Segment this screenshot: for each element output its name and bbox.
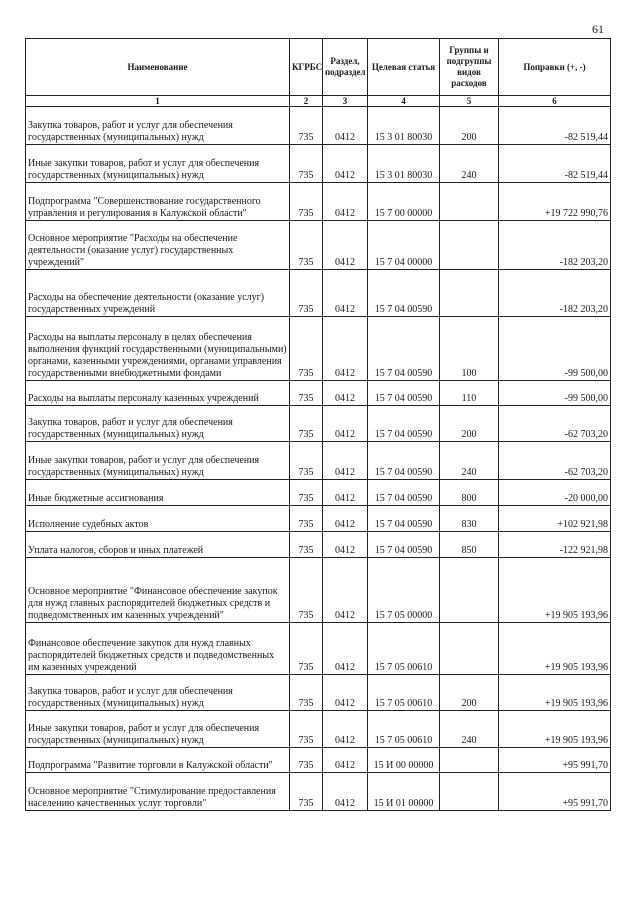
row-group bbox=[440, 748, 499, 773]
table-row bbox=[26, 558, 611, 623]
header-kgrbs: КГРБС bbox=[290, 39, 323, 96]
row-kgrbs: 735 bbox=[290, 558, 323, 623]
row-razdel: 0412 bbox=[323, 748, 368, 773]
column-number: 1 bbox=[26, 96, 290, 107]
row-amount: +19 905 193,96 bbox=[499, 558, 611, 623]
row-group: 240 bbox=[440, 442, 499, 480]
row-kgrbs: 735 bbox=[290, 107, 323, 145]
row-amount: -99 500,00 bbox=[499, 317, 611, 381]
column-number: 5 bbox=[440, 96, 499, 107]
row-kgrbs: 735 bbox=[290, 381, 323, 406]
row-group: 200 bbox=[440, 675, 499, 711]
table-body bbox=[26, 107, 611, 811]
column-number: 2 bbox=[290, 96, 323, 107]
row-target: 15 7 04 00590 bbox=[368, 442, 440, 480]
row-name: Иные закупки товаров, работ и услуг для обеспечения государственных (муниципальных) нужд bbox=[26, 442, 290, 480]
table-row bbox=[26, 711, 611, 748]
row-target: 15 7 04 00590 bbox=[368, 506, 440, 532]
row-amount: -99 500,00 bbox=[499, 381, 611, 406]
row-amount: -182 203,20 bbox=[499, 221, 611, 270]
row-kgrbs: 735 bbox=[290, 675, 323, 711]
row-amount: -20 000,00 bbox=[499, 480, 611, 506]
table-row bbox=[26, 183, 611, 221]
row-target: 15 7 00 00000 bbox=[368, 183, 440, 221]
row-name: Закупка товаров, работ и услуг для обеспечения государственных (муниципальных) нужд bbox=[26, 406, 290, 442]
table-row bbox=[26, 506, 611, 532]
column-number: 4 bbox=[368, 96, 440, 107]
row-kgrbs: 735 bbox=[290, 480, 323, 506]
row-group bbox=[440, 221, 499, 270]
row-target: 15 7 05 00000 bbox=[368, 558, 440, 623]
row-amount: -82 519,44 bbox=[499, 145, 611, 183]
table-row bbox=[26, 381, 611, 406]
row-target: 15 7 05 00610 bbox=[368, 675, 440, 711]
column-number: 3 bbox=[323, 96, 368, 107]
row-amount: +19 905 193,96 bbox=[499, 623, 611, 675]
row-target: 15 3 01 80030 bbox=[368, 107, 440, 145]
row-name: Иные бюджетные ассигнования bbox=[26, 480, 290, 506]
row-name: Расходы на выплаты персоналу казенных учреждений bbox=[26, 381, 290, 406]
row-target: 15 7 04 00000 bbox=[368, 221, 440, 270]
row-kgrbs: 735 bbox=[290, 748, 323, 773]
row-razdel: 0412 bbox=[323, 480, 368, 506]
column-numbers-row bbox=[26, 96, 611, 107]
row-amount: -82 519,44 bbox=[499, 107, 611, 145]
row-name: Основное мероприятие "Финансовое обеспечение закупок для нужд главных распорядителей бюджетных средств и подведомственных им казенных учреждений" bbox=[26, 558, 290, 623]
row-target: 15 7 04 00590 bbox=[368, 406, 440, 442]
row-name: Основное мероприятие "Стимулирование предоставления населению качественных услуг торговли" bbox=[26, 773, 290, 811]
row-name: Финансовое обеспечение закупок для нужд главных распорядителей бюджетных средств и подведомственных им казенных учреждений bbox=[26, 623, 290, 675]
table-row bbox=[26, 480, 611, 506]
row-group: 850 bbox=[440, 532, 499, 558]
row-amount: +95 991,70 bbox=[499, 773, 611, 811]
row-group: 100 bbox=[440, 317, 499, 381]
row-amount: +95 991,70 bbox=[499, 748, 611, 773]
row-target: 15 3 01 80030 bbox=[368, 145, 440, 183]
row-name: Уплата налогов, сборов и иных платежей bbox=[26, 532, 290, 558]
row-name: Основное мероприятие "Расходы на обеспечение деятельности (оказание услуг) государственных учреждений" bbox=[26, 221, 290, 270]
row-kgrbs: 735 bbox=[290, 183, 323, 221]
row-kgrbs: 735 bbox=[290, 532, 323, 558]
row-razdel: 0412 bbox=[323, 145, 368, 183]
table-row bbox=[26, 532, 611, 558]
row-razdel: 0412 bbox=[323, 107, 368, 145]
row-kgrbs: 735 bbox=[290, 270, 323, 317]
row-amount: -62 703,20 bbox=[499, 406, 611, 442]
row-target: 15 И 01 00000 bbox=[368, 773, 440, 811]
row-amount: -122 921,98 bbox=[499, 532, 611, 558]
row-name: Расходы на выплаты персоналу в целях обеспечения выполнения функций государственными (муниципальными) органами, казенными учреждениями, органами управления государственными внебюджетными фондами bbox=[26, 317, 290, 381]
row-razdel: 0412 bbox=[323, 381, 368, 406]
row-name: Закупка товаров, работ и услуг для обеспечения государственных (муниципальных) нужд bbox=[26, 675, 290, 711]
row-kgrbs: 735 bbox=[290, 406, 323, 442]
row-target: 15 И 00 00000 bbox=[368, 748, 440, 773]
header-razdel: Раздел, подраздел bbox=[323, 39, 368, 96]
row-target: 15 7 04 00590 bbox=[368, 532, 440, 558]
table-row bbox=[26, 221, 611, 270]
row-kgrbs: 735 bbox=[290, 773, 323, 811]
table-row bbox=[26, 773, 611, 811]
row-razdel: 0412 bbox=[323, 623, 368, 675]
row-name: Закупка товаров, работ и услуг для обеспечения государственных (муниципальных) нужд bbox=[26, 107, 290, 145]
table-row bbox=[26, 317, 611, 381]
row-amount: -182 203,20 bbox=[499, 270, 611, 317]
row-razdel: 0412 bbox=[323, 532, 368, 558]
row-target: 15 7 04 00590 bbox=[368, 480, 440, 506]
row-group bbox=[440, 623, 499, 675]
row-group: 800 bbox=[440, 480, 499, 506]
row-group bbox=[440, 558, 499, 623]
row-group bbox=[440, 773, 499, 811]
page-number: 61 bbox=[592, 22, 604, 36]
table-row bbox=[26, 145, 611, 183]
table-header bbox=[26, 39, 611, 107]
row-razdel: 0412 bbox=[323, 270, 368, 317]
header-target: Целевая статья bbox=[368, 39, 440, 96]
row-name: Иные закупки товаров, работ и услуг для обеспечения государственных (муниципальных) нужд bbox=[26, 145, 290, 183]
row-razdel: 0412 bbox=[323, 558, 368, 623]
row-razdel: 0412 bbox=[323, 221, 368, 270]
row-razdel: 0412 bbox=[323, 773, 368, 811]
table-row bbox=[26, 748, 611, 773]
row-name: Исполнение судебных актов bbox=[26, 506, 290, 532]
row-group: 240 bbox=[440, 711, 499, 748]
row-target: 15 7 04 00590 bbox=[368, 270, 440, 317]
header-amendments: Поправки (+, -) bbox=[499, 39, 611, 96]
row-group: 200 bbox=[440, 107, 499, 145]
row-amount: +19 905 193,96 bbox=[499, 675, 611, 711]
table-row bbox=[26, 406, 611, 442]
table-row bbox=[26, 107, 611, 145]
row-amount: -62 703,20 bbox=[499, 442, 611, 480]
row-kgrbs: 735 bbox=[290, 623, 323, 675]
row-target: 15 7 05 00610 bbox=[368, 623, 440, 675]
row-razdel: 0412 bbox=[323, 406, 368, 442]
row-group bbox=[440, 270, 499, 317]
header-groups: Группы и подгруппы видов расходов bbox=[440, 39, 499, 96]
row-group: 240 bbox=[440, 145, 499, 183]
row-group: 200 bbox=[440, 406, 499, 442]
column-number: 6 bbox=[499, 96, 611, 107]
row-razdel: 0412 bbox=[323, 183, 368, 221]
row-name: Иные закупки товаров, работ и услуг для обеспечения государственных (муниципальных) нужд bbox=[26, 711, 290, 748]
table-row bbox=[26, 675, 611, 711]
row-kgrbs: 735 bbox=[290, 317, 323, 381]
row-kgrbs: 735 bbox=[290, 442, 323, 480]
table-row bbox=[26, 270, 611, 317]
row-group bbox=[440, 183, 499, 221]
row-kgrbs: 735 bbox=[290, 221, 323, 270]
table-row bbox=[26, 623, 611, 675]
table-row bbox=[26, 442, 611, 480]
header-name: Наименование bbox=[26, 39, 290, 96]
row-name: Расходы на обеспечение деятельности (оказание услуг) государственных учреждений bbox=[26, 270, 290, 317]
row-name: Подпрограмма "Развитие торговли в Калужской области" bbox=[26, 748, 290, 773]
row-target: 15 7 05 00610 bbox=[368, 711, 440, 748]
row-kgrbs: 735 bbox=[290, 506, 323, 532]
row-target: 15 7 04 00590 bbox=[368, 317, 440, 381]
row-amount: +19 905 193,96 bbox=[499, 711, 611, 748]
row-amount: +19 722 990,76 bbox=[499, 183, 611, 221]
row-name: Подпрограмма "Совершенствование государственного управления и регулирования в Калужской области" bbox=[26, 183, 290, 221]
row-group: 110 bbox=[440, 381, 499, 406]
row-razdel: 0412 bbox=[323, 442, 368, 480]
row-razdel: 0412 bbox=[323, 317, 368, 381]
row-kgrbs: 735 bbox=[290, 145, 323, 183]
budget-amendments-table bbox=[25, 38, 611, 811]
row-target: 15 7 04 00590 bbox=[368, 381, 440, 406]
row-kgrbs: 735 bbox=[290, 711, 323, 748]
row-amount: +102 921,98 bbox=[499, 506, 611, 532]
row-group: 830 bbox=[440, 506, 499, 532]
row-razdel: 0412 bbox=[323, 675, 368, 711]
row-razdel: 0412 bbox=[323, 506, 368, 532]
row-razdel: 0412 bbox=[323, 711, 368, 748]
